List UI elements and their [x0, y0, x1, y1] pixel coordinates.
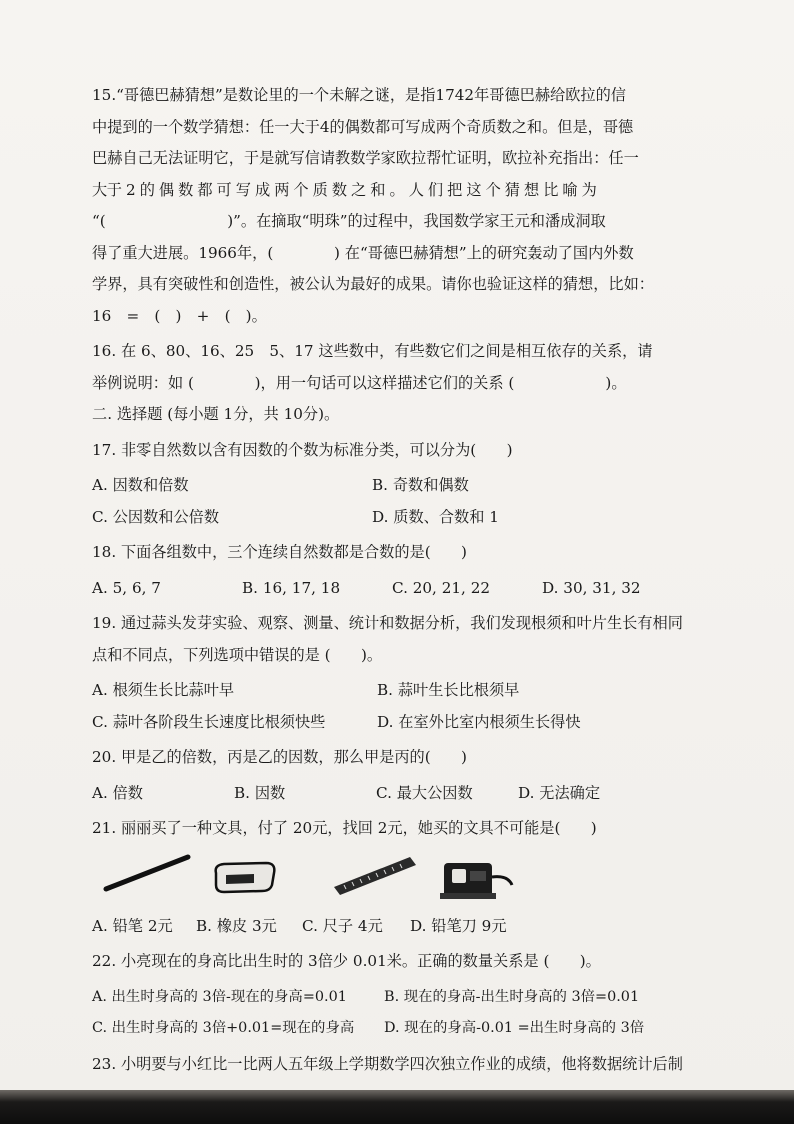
q23-stem: 23. 小明要与小红比一比两人五年级上学期数学四次独立作业的成绩，他将数据统计后制 [92, 1054, 683, 1073]
option-c: C. 20, 21, 22 [392, 578, 491, 597]
option-b: B. 奇数和偶数 [372, 476, 469, 494]
q22-options [92, 982, 732, 1045]
option-a: A. 5, 6, 7 [92, 578, 161, 597]
q15-line: 16 = ( ) + ( )。 [92, 306, 267, 325]
option-d: D. 在室外比室内根须生长得快 [377, 712, 581, 731]
q15-line: 得了重大进展。1966年，( ) 在“哥德巴赫猜想”上的研究轰动了国内外数 [92, 243, 634, 262]
q20-options [92, 778, 732, 810]
question-22 [92, 946, 732, 1045]
option-a: A. 铅笔 2元 [92, 916, 173, 935]
q17-options [92, 470, 732, 533]
option-b: B. 16, 17, 18 [242, 578, 341, 597]
q19-stem-line: 点和不同点，下列选项中错误的是 ( )。 [92, 645, 383, 664]
question-18 [92, 537, 732, 604]
q15-line: 学界，具有突破性和创造性，被公认为最好的成果。请你也验证这样的猜想，比如： [92, 275, 654, 293]
option-c: C. 最大公因数 [376, 783, 473, 802]
question-21 [92, 813, 732, 942]
pencil-icon [102, 851, 192, 895]
option-c: C. 蒜叶各阶段生长速度比根须快些 [92, 712, 326, 731]
option-b: B. 蒜叶生长比根须早 [377, 681, 520, 699]
question-16 [92, 336, 732, 399]
question-23 [92, 1049, 732, 1081]
q15-line: 大于 2 的 偶 数 都 可 写 成 两 个 质 数 之 和 。 人 们 把 这 个 猜 想 比 喻 为 [92, 180, 597, 199]
eraser-icon [210, 857, 280, 897]
option-a: A. 因数和倍数 [92, 476, 189, 494]
q16-line: 举例说明：如 ( )，用一句话可以这样描述它们的关系 ( )。 [92, 373, 627, 392]
section-heading-choice: 二. 选择题 (每小题 1分，共 10分)。 [92, 405, 340, 423]
ruler-icon [330, 853, 420, 897]
q19-stem-line: 19. 通过蒜头发芽实验、观察、测量、统计和数据分析，我们发现根须和叶片生长有相同 [92, 614, 683, 632]
option-d: D. 无法确定 [518, 783, 601, 802]
q18-options [92, 573, 732, 605]
q21-stationery-images [92, 849, 732, 907]
q19-options [92, 675, 732, 738]
option-b: B. 因数 [234, 783, 286, 802]
option-b: B. 橡皮 3元 [196, 916, 277, 935]
option-d: D. 30, 31, 32 [542, 578, 641, 597]
q20-stem: 20. 甲是乙的倍数，丙是乙的因数，那么甲是丙的( ) [92, 748, 467, 766]
q22-stem: 22. 小亮现在的身高比出生时的 3倍少 0.01米。正确的数量关系是 ( )。 [92, 952, 601, 970]
q21-stem: 21. 丽丽买了一种文具，付了 20元，找回 2元，她买的文具不可能是( ) [92, 819, 597, 837]
q16-line: 16. 在 6、80、16、25 5、17 这些数中，有些数它们之间是相互依存的关系，请 [92, 342, 653, 360]
option-a: A. 根须生长比蒜叶早 [92, 681, 235, 699]
question-17 [92, 435, 732, 534]
sharpener-icon [434, 853, 524, 903]
option-c: C. 出生时身高的 3倍+0.01=现在的身高 [92, 1020, 355, 1036]
q21-options [92, 911, 732, 943]
option-a: A. 倍数 [92, 783, 143, 802]
option-d: D. 铅笔刀 9元 [410, 916, 507, 935]
question-20 [92, 742, 732, 809]
q18-stem: 18. 下面各组数中，三个连续自然数都是合数的是( ) [92, 543, 467, 561]
question-19 [92, 608, 732, 738]
q15-line: “( )”。在摘取“明珠”的过程中，我国数学家王元和潘成洞取 [92, 212, 606, 230]
question-15 [92, 80, 732, 332]
option-d: D. 质数、合数和 1 [372, 507, 499, 526]
q15-line: 15.“哥德巴赫猜想”是数论里的一个未解之谜，是指1742年哥德巴赫给欧拉的信 [92, 86, 626, 104]
option-b: B. 现在的身高-出生时身高的 3倍=0.01 [384, 988, 640, 1005]
option-d: D. 现在的身高-0.01 =出生时身高的 3倍 [384, 1020, 645, 1036]
page-bottom-shadow [0, 1090, 794, 1124]
q15-line: 中提到的一个数学猜想：任一大于4的偶数都可写成两个奇质数之和。但是，哥德 [92, 117, 634, 136]
exam-content [92, 80, 732, 1080]
q17-stem: 17. 非零自然数以含有因数的个数为标准分类，可以分为( ) [92, 440, 513, 459]
option-a: A. 出生时身高的 3倍-现在的身高=0.01 [92, 988, 347, 1005]
q15-line: 巴赫自己无法证明它，于是就写信请教数学家欧拉帮忙证明，欧拉补充指出：任一 [92, 149, 639, 167]
option-c: C. 公因数和公倍数 [92, 507, 220, 526]
option-c: C. 尺子 4元 [302, 916, 383, 935]
